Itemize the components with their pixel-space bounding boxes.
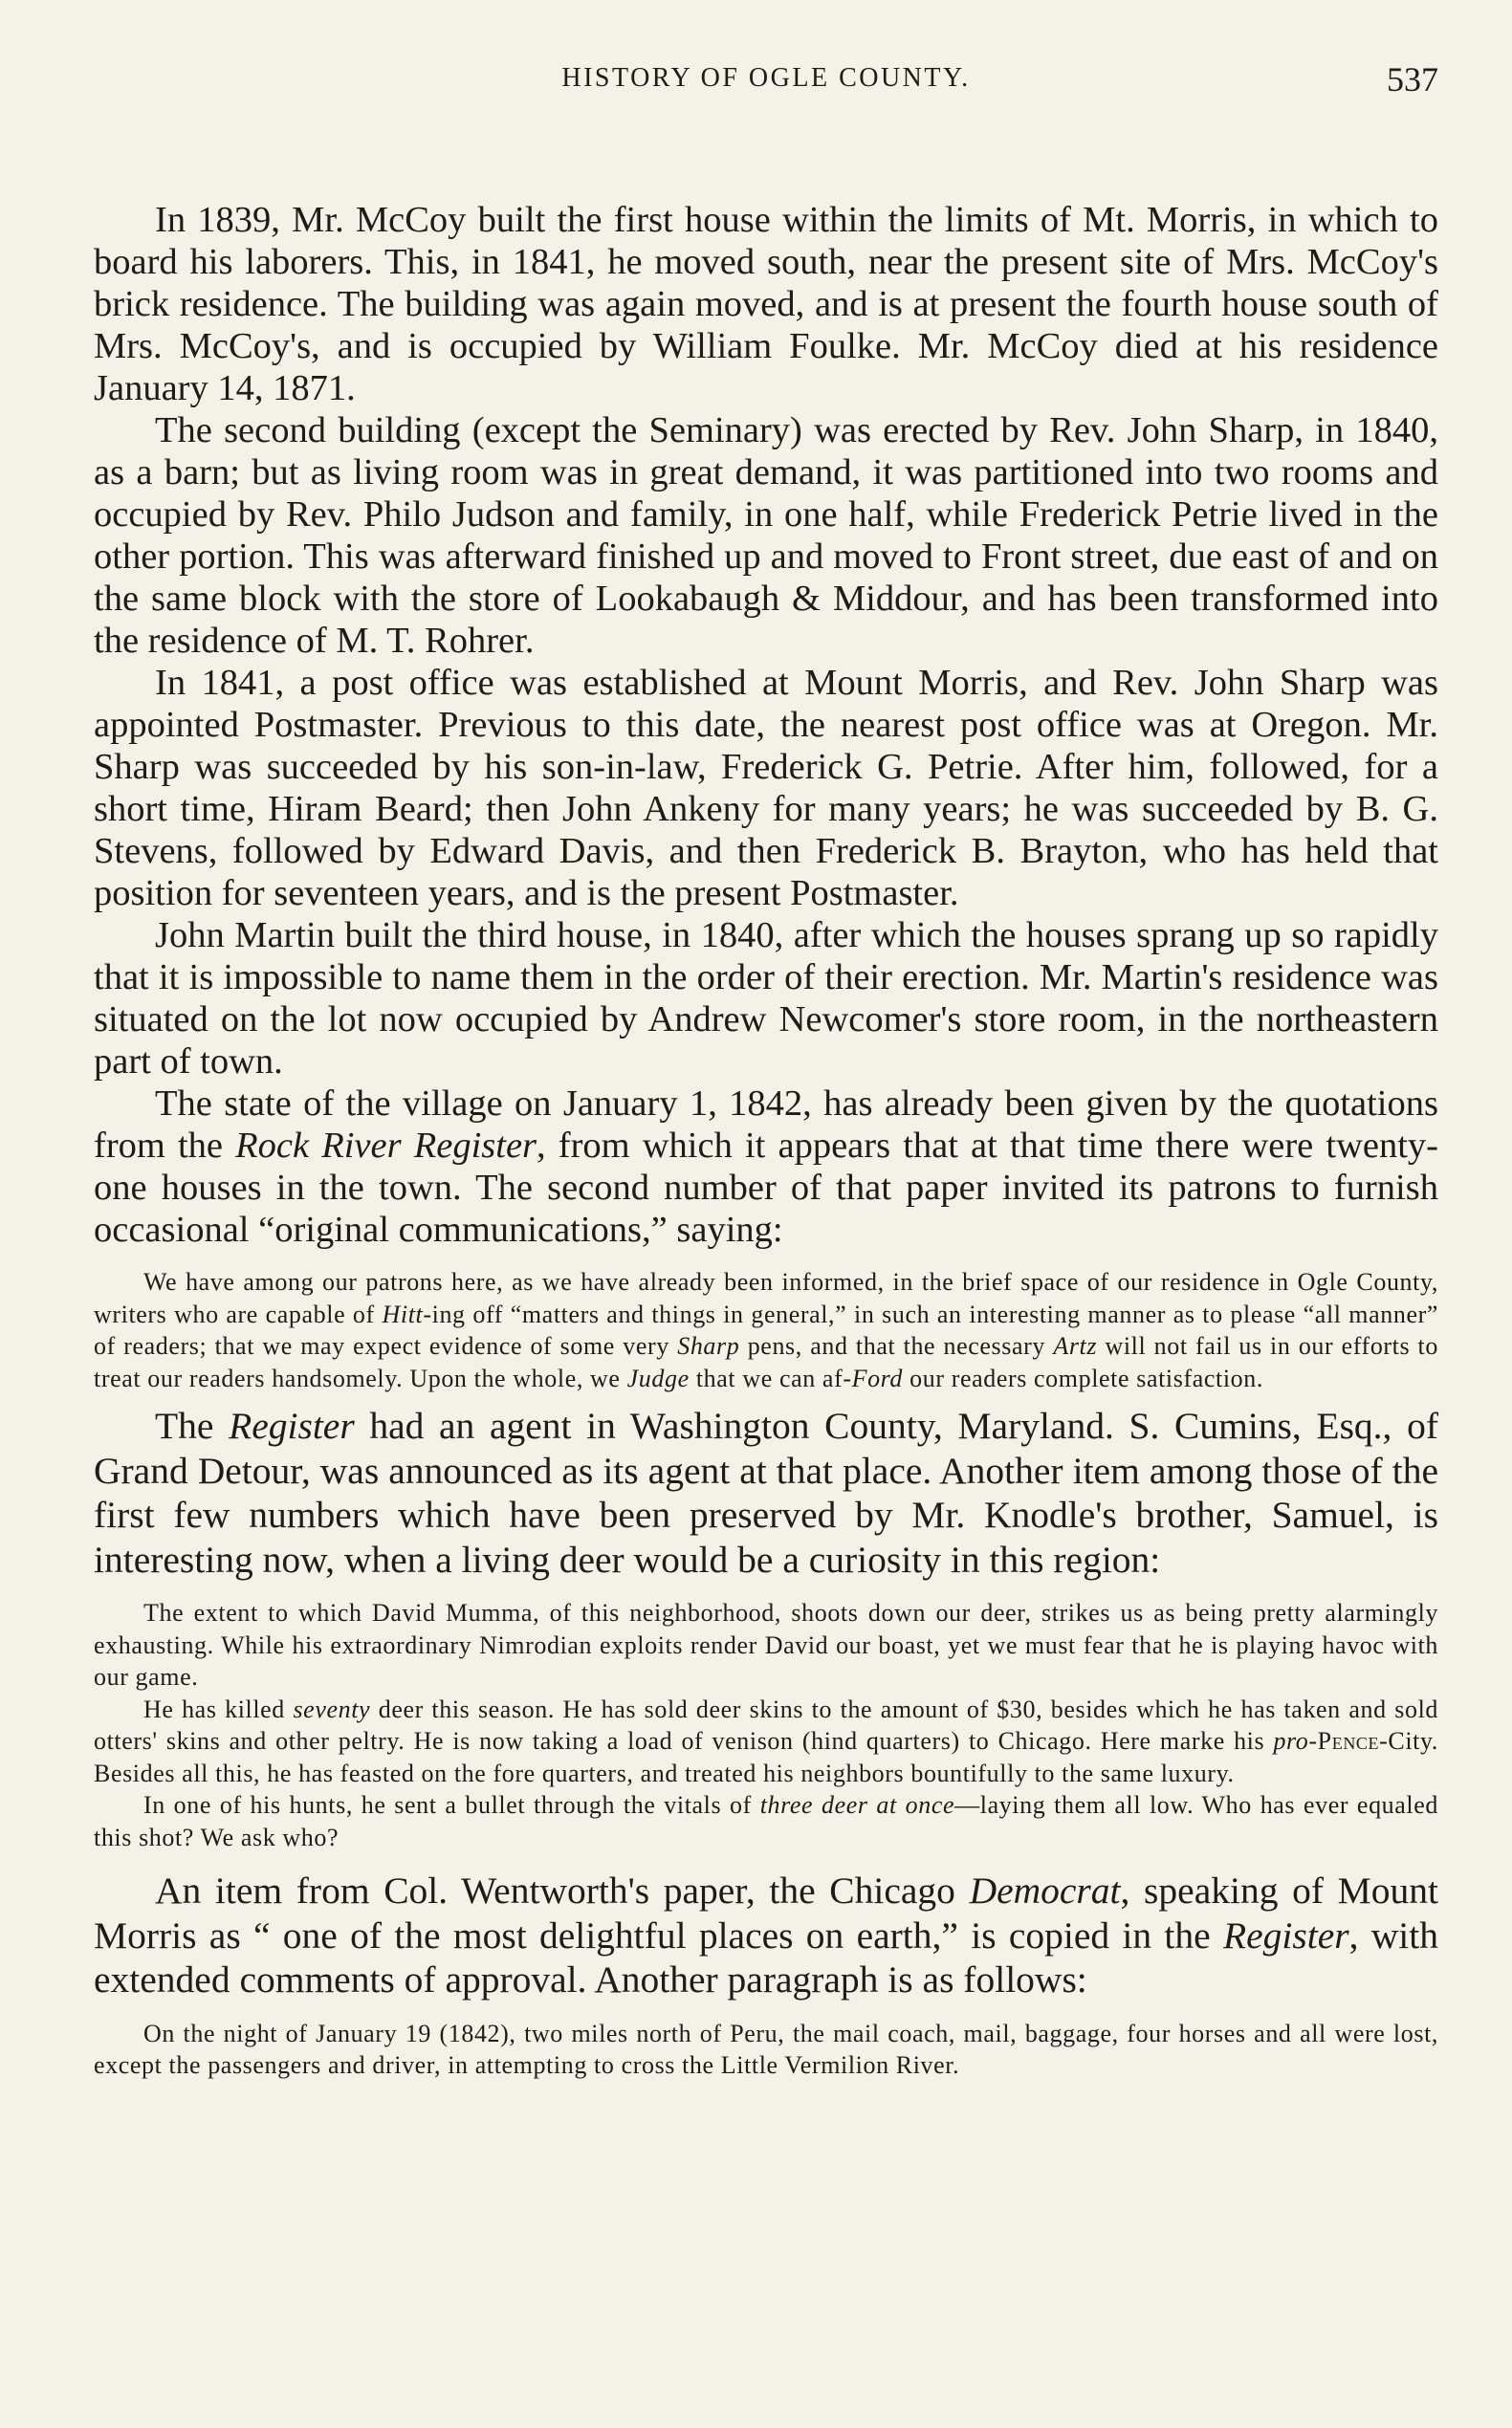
quote-deer-hunter-part-1: The extent to which David Mumma, of this neighborhood, shoots down our deer, strikes us as being pretty alarmingly exhausting. While his extraordinary Nimrodian exploits render David our boast, yet we must fear that he is playing havoc with our game. (94, 1599, 1438, 1691)
quote-deer-hunter-part-2: He has killed seventy deer this season. He has sold deer skins to the amount of $30, besides which he has taken and sold otters' skins and other peltry. He is now taking a load of venison (hind quarters) to Chicago. Here marke his pro-Pence-City. Besides all this, he has feasted on the fore quarters, and treated his neighbors bountifully to the same luxury. (94, 1695, 1438, 1787)
paragraph-post-office: In 1841, a post office was established at Mount Morris, and Rev. John Sharp was appointed Postmaster. Previous to this date, the nearest post office was at Oregon. Mr. Sharp was succeeded by his son-in-law, Frederick G. Petrie. After him, followed, for a short time, Hiram Beard; then John Ankeny for many years; he was succeeded by B. G. Stevens, followed by Edward Davis, and then Frederick B. Brayton, who has held that position for seventeen years, and is the present Postmaster. (94, 663, 1438, 913)
quote-patrons: We have among our patrons here, as we have already been informed, in the brief space of our residence in Ogle County, writers who are capable of Hitt-ing off “matters and things in general,” in such an interesting manner as to please “all manner” of readers; that we may expect evidence of some very Sharp pens, and that the necessary Artz will not fail us in our efforts to treat our readers handsomely. Upon the whole, we Judge that we can af-Ford our readers complete satisfaction. (94, 1268, 1438, 1392)
body-text (94, 199, 1438, 2082)
paragraph-first-house: In 1839, Mr. McCoy built the first house within the limits of Mt. Morris, in which to board his laborers. This, in 1841, he moved south, near the present site of Mrs. McCoy's brick residence. The building was again moved, and is at present the fourth house south of Mrs. McCoy's, and is occupied by William Foulke. Mr. McCoy died at his residence January 14, 1871. (94, 200, 1438, 408)
quote-deer-hunter (94, 1597, 1438, 1853)
running-head: HISTORY OF OGLE COUNTY. (561, 63, 971, 93)
quote-mail-coach: On the night of January 19 (1842), two miles north of Peru, the mail coach, mail, baggage, four horses and all were lost, except the passengers and driver, in attempting to cross the Little Vermilion River. (94, 2019, 1438, 2079)
page-header (94, 57, 1438, 111)
paragraph-third-house: John Martin built the third house, in 1840, after which the houses sprang up so rapidly that it is impossible to name them in the order of their erection. Mr. Martin's residence was situated on the lot now occupied by Andrew Newcomer's store room, in the northeastern part of town. (94, 915, 1438, 1082)
quote-deer-hunter-part-3: In one of his hunts, he sent a bullet through the vitals of three deer at once—laying them all low. Who has ever equaled this shot? We ask who? (94, 1791, 1438, 1851)
paragraph-second-building: The second building (except the Seminary) was erected by Rev. John Sharp, in 1840, as a barn; but as living room was in great demand, it was partitioned into two rooms and occupied by Rev. Philo Judson and family, in one half, while Frederick Petrie lived in the other portion. This was afterward finished up and moved to Front street, due east of and on the same block with the store of Lookabaugh & Middour, and has been transformed into the residence of M. T. Rohrer. (94, 410, 1438, 661)
paragraph-village-state: The state of the village on January 1, 1842, has already been given by the quotations from the Rock River Register, from which it appears that at that time there were twenty-one houses in the town. The second number of that paper invited its patrons to furnish occasional “original communications,” saying: (94, 1083, 1439, 1250)
page-number: 537 (1387, 60, 1438, 98)
newspaper-title: Rock River Register (235, 1126, 537, 1166)
paragraph-register-agent: The Register had an agent in Washington County, Maryland. S. Cumins, Esq., of Grand Detour, was announced as its agent at that place. Another item among those of the first few numbers which have been preserved by Mr. Knodle's brother, Samuel, is interesting now, when a living deer would be a curiosity in this region: (94, 1405, 1438, 1581)
paragraph-chicago-democrat: An item from Col. Wentworth's paper, the Chicago Democrat, speaking of Mount Morris as “ one of the most delightful places on earth,” is copied in the Register, with extended comments of approval. Another paragraph is as follows: (94, 1870, 1438, 2001)
